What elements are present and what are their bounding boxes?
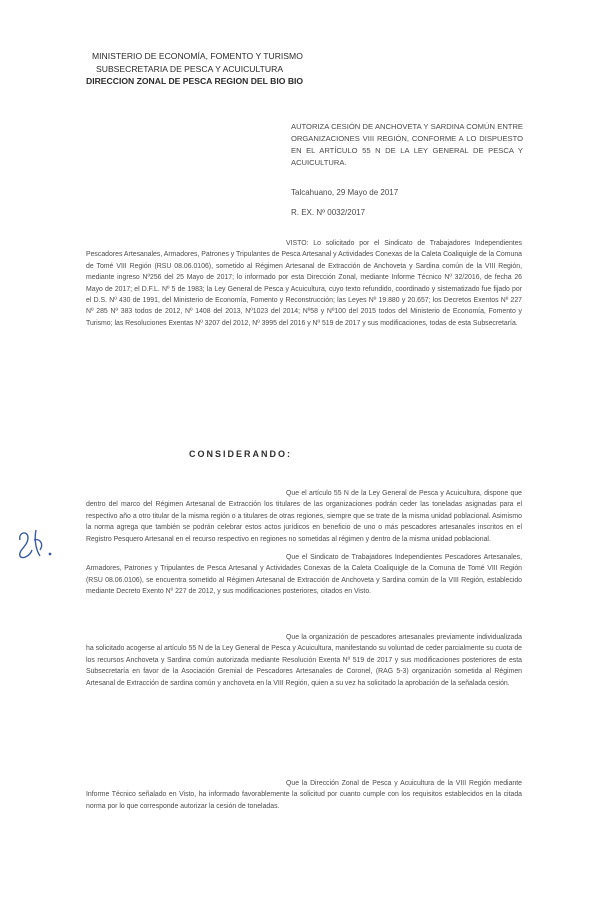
resolution-subject: AUTORIZA CESIÓN DE ANCHOVETA Y SARDINA COMÚN ENTRE ORGANIZACIONES VIII REGIÓN, CONFORME A LO DISPUESTO EN EL ARTÍCULO 55 N DE LA LEY GENERAL DE PESCA Y ACUICULTURA. (291, 122, 523, 167)
resolution-date: Talcahuano, 29 Mayo de 2017 (291, 188, 399, 197)
visto-paragraph: VISTO: Lo solicitado por el Sindicato de Trabajadores Independientes Pescadores Artesanales, Armadores, Patrones y Tripulantes de Pesca Artesanal y Actividades Conexas de la Caleta Coaliquigle de la Comuna de Tomé VIII Región (RSU 08.06.0106), sometido al Régimen Artesanal de Extracción de Anchoveta y Sardina común de la VIII Región, mediante ingreso Nº256 del 25 Mayo de 2017; lo informado por esta Dirección Zonal, mediante Informe Técnico Nº 32/2016, de fecha 26 Mayo de 2017; el D.F.L. Nº 5 de 1983; la Ley General de Pesca y Acuicultura, cuyo texto refundido, coordinado y sistematizado fue fijado por el D.S. Nº 430 de 1991, del Ministerio de Economía, Fomento y Reconstrucción; las Leyes Nº 19.880 y 20.657; los Decretos Exentos Nº 227 Nº 285 Nº 383 todos de 2012, Nº 1408 del 2013, Nº1023 del 2014; Nº58 y Nº100 del 2015 todos del Ministerio de Economía, Fomento y Turismo; las Resoluciones Exentas Nº 3207 del 2012, Nº 3995 del 2016 y Nº 519 de 2017 y sus modificaciones, todas de esta Subsecretaría. (86, 240, 522, 327)
considerando-heading: CONSIDERANDO: (189, 449, 293, 459)
directorate-name: DIRECCION ZONAL DE PESCA REGION DEL BIO BIO (86, 76, 304, 86)
considerando-1: Que el artículo 55 N de la Ley General de Pesca y Acuicultura, dispone que dentro del marco del Régimen Artesanal de Extracción los titulares de las organizaciones podrán ceder las toneladas asignadas para el respectivo año a otro titular de la misma región o a titulares de otras regiones, siempre que se trate de la misma unidad poblacional. Asimismo la norma agrega que también se podrán celebrar estos actos jurídicos en beneficio de uno o más pescadores artesanales inscritos en el Registro Pesquero Artesanal en el recurso respectivo en regiones no sometidas al régimen y dentro de la misma unidad poblacional. (86, 490, 522, 543)
considerando-2: Que el Sindicato de Trabajadores Independientes Pescadores Artesanales, Armadores, Patrones y Tripulantes de Pesca Artesanal y Actividades Conexas de la Caleta Coaliquigle de la Comuna de Tomé VIII Región (RSU 08.06.0106), se encuentra sometido al Régimen Artesanal de Extracción de Anchoveta y Sardina común de la VIII Región, establecido mediante Decreto Exento Nº 227 de 2012, y sus modificaciones posteriores, citados en Visto. (86, 554, 522, 596)
undersecretariat-name: SUBSECRETARIA DE PESCA Y ACUICULTURA (96, 63, 284, 74)
ministry-name: MINISTERIO DE ECONOMÍA, FOMENTO Y TURISMO (92, 51, 303, 61)
resolution-number: R. EX. Nº 0032/2017 (291, 208, 366, 217)
letterhead (86, 50, 326, 88)
considerando-3: Que la organización de pescadores artesanales previamente individualizada ha solicitado acogerse al artículo 55 N de la Ley General de Pesca y Acuicultura, manifestando su voluntad de ceder parcialmente su cuota de los recursos Anchoveta y Sardina común autorizada mediante Resolución Exenta Nº 519 de 2017 y sus modificaciones posteriores de esta Subsecretaría en favor de la Asociación Gremial de Pescadores Artesanales de Coronel, (RAG 5-3) organización sometida al Régimen Artesanal de Extracción de sardina común y anchoveta en la VIII Región, quien a su vez ha solicitado la aprobación de la señalada cesión. (86, 634, 522, 687)
handwritten-margin-mark (14, 520, 58, 564)
considerando-4: Que la Dirección Zonal de Pesca y Acuicultura de la VIII Región mediante Informe Técnico señalado en Visto, ha informado favorablemente la solicitud por cuanto cumple con los requisitos establecidos en la citada norma por lo que corresponde autorizar la cesión de toneladas. (86, 780, 522, 810)
